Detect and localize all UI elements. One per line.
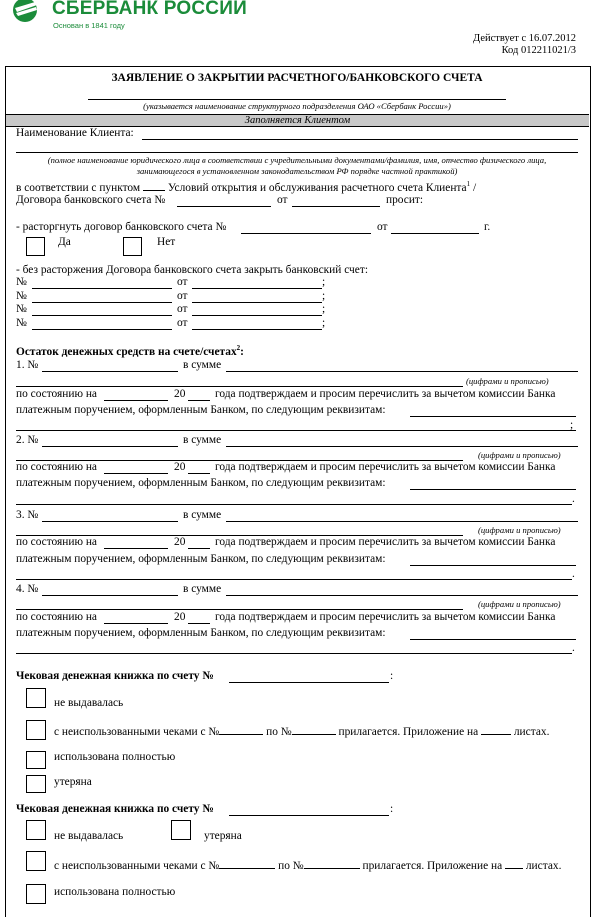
chequebook-account-field-2[interactable]	[229, 815, 389, 816]
basis-line	[16, 180, 476, 194]
account-num-sign: №	[16, 317, 27, 329]
unused-to: по №	[278, 860, 304, 872]
balance-end-mark: .	[572, 568, 575, 580]
basis-suffix: Условий открытия и обслуживания расчетного счета Клиента	[167, 181, 467, 194]
balance-in-amount: в сумме	[183, 359, 222, 371]
terminate-number-field[interactable]	[241, 233, 371, 234]
balance-as-of: по состоянию на	[16, 461, 97, 473]
client-name-field[interactable]	[142, 139, 578, 140]
division-note: (указывается наименование структурного подразделения ОАО «Сбербанк России»)	[143, 101, 451, 111]
balance-account-field[interactable]	[42, 446, 178, 447]
sheets-field[interactable]	[481, 734, 511, 735]
terminate-label: - расторгнуть договор банковского счета №	[16, 221, 227, 233]
unused-to-field[interactable]	[304, 868, 360, 869]
contract-date-field[interactable]	[292, 206, 380, 207]
account-semicolon: ;	[322, 317, 326, 329]
bank-founded: Основан в 1841 году	[53, 21, 125, 30]
yes-checkbox[interactable]	[26, 237, 45, 256]
contract-from: от	[277, 194, 288, 206]
balance-details-field-2[interactable]	[16, 653, 572, 654]
balance-details-field[interactable]	[410, 489, 576, 490]
chequebook-colon-2: :	[390, 803, 394, 815]
unused-to: по №	[266, 726, 292, 738]
fully-used-checkbox-1[interactable]	[26, 751, 46, 769]
basis-slash: /	[472, 181, 477, 194]
form-title: ЗАЯВЛЕНИЕ О ЗАКРЫТИИ РАСЧЕТНОГО/БАНКОВСКОГО СЧЕТА	[111, 72, 483, 84]
balance-year-prefix: 20	[174, 461, 186, 473]
lost-label-2: утеряна	[204, 830, 242, 842]
unused-cheques-checkbox-2[interactable]	[26, 851, 46, 871]
client-note-1: (полное наименование юридического лица в соответствии с учредительными документами/фамилия, имя, отчество физического лица,	[47, 155, 547, 165]
account-date-field[interactable]	[192, 302, 322, 303]
no-label: Нет	[157, 236, 176, 248]
client-note-2: занимающегося в установленном законодательством РФ порядке частной практикой)	[136, 166, 458, 176]
account-number-field[interactable]	[32, 302, 172, 303]
account-date-field[interactable]	[192, 329, 322, 330]
client-name-field-2[interactable]	[16, 152, 578, 153]
fully-used-label-1: использована полностью	[54, 751, 176, 763]
account-number-field[interactable]	[32, 315, 172, 316]
balance-year-prefix: 20	[174, 611, 186, 623]
balance-payment-text: платежным поручением, оформленным Банком, по следующим реквизитам:	[16, 477, 386, 489]
client-name-label: Наименование Клиента:	[16, 127, 134, 139]
unused-cheques-checkbox-1[interactable]	[26, 720, 46, 740]
balance-amount-note: (цифрами и прописью)	[466, 376, 549, 386]
balance-payment-text: платежным поручением, оформленным Банком, по следующим реквизитам:	[16, 553, 386, 565]
account-from: от	[177, 317, 188, 329]
balance-amount-note: (цифрами и прописью)	[478, 599, 561, 609]
lost-checkbox-2[interactable]	[171, 820, 191, 840]
balance-heading-text: Остаток денежных средств на счете/счетах	[16, 345, 237, 358]
balance-end-mark: .	[572, 642, 575, 654]
balance-as-of: по состоянию на	[16, 536, 97, 548]
bank-name: СБЕРБАНК РОССИИ	[52, 0, 247, 19]
unused-prefix: с неиспользованными чеками с №	[54, 860, 220, 872]
balance-details-field[interactable]	[410, 416, 576, 417]
account-from: от	[177, 290, 188, 302]
attached: прилагается. Приложение на	[338, 726, 479, 738]
balance-year-field[interactable]	[188, 623, 210, 624]
sheets: листах.	[525, 860, 562, 872]
balance-as-of: по состоянию на	[16, 611, 97, 623]
clause-field[interactable]	[143, 190, 165, 191]
not-issued-checkbox-2[interactable]	[26, 820, 46, 840]
balance-as-of: по состоянию на	[16, 388, 97, 400]
attached: прилагается. Приложение на	[362, 860, 503, 872]
chequebook-account-field-1[interactable]	[229, 682, 389, 683]
balance-account-field[interactable]	[42, 371, 178, 372]
not-issued-label-1: не выдавалась	[54, 697, 124, 709]
balance-heading-colon: :	[240, 345, 244, 358]
balance-amount-field-2[interactable]	[16, 386, 463, 387]
chequebook-colon-1: :	[390, 670, 394, 682]
balance-confirm-text: года подтверждаем и просим перечислить за вычетом комиссии Банка	[215, 461, 556, 473]
account-semicolon: ;	[322, 276, 326, 288]
basis-prefix: в соответствии с пунктом	[16, 181, 141, 194]
balance-amount-field[interactable]	[226, 371, 578, 372]
footnote-2: 2	[236, 344, 241, 352]
balance-year-field[interactable]	[188, 548, 210, 549]
balance-details-field-2[interactable]	[16, 504, 572, 505]
balance-confirm-text: года подтверждаем и просим перечислить за вычетом комиссии Банка	[215, 611, 556, 623]
account-from: от	[177, 303, 188, 315]
unused-prefix: с неиспользованными чеками с №	[54, 726, 220, 738]
terminate-from: от	[377, 221, 388, 233]
account-number-field[interactable]	[32, 329, 172, 330]
sberbank-logo	[10, 0, 250, 34]
section-band	[6, 114, 589, 127]
balance-in-amount: в сумме	[183, 509, 222, 521]
not-issued-checkbox-1[interactable]	[26, 688, 46, 708]
balance-payment-text: платежным поручением, оформленным Банком, по следующим реквизитам:	[16, 627, 386, 639]
close-without-label: - без расторжения Договора банковского счета закрыть банковский счет:	[16, 264, 368, 276]
terminate-year: г.	[484, 221, 491, 233]
effective-date: Действует с 16.07.2012	[473, 33, 576, 44]
unused-cheques-line-2	[54, 860, 561, 872]
unused-from-field[interactable]	[219, 734, 263, 735]
balance-details-field-2[interactable]	[16, 430, 576, 431]
sheets: листах.	[513, 726, 550, 738]
account-number-field[interactable]	[32, 288, 172, 289]
account-num-sign: №	[16, 303, 27, 315]
balance-amount-note: (цифрами и прописью)	[478, 450, 561, 460]
section-band-label: Заполняется Клиентом	[244, 115, 351, 126]
fully-used-label-2: использована полностью	[54, 886, 176, 898]
balance-end-mark: .	[572, 493, 575, 505]
balance-payment-text: платежным поручением, оформленным Банком, по следующим реквизитам:	[16, 404, 386, 416]
account-semicolon: ;	[322, 303, 326, 315]
balance-in-amount: в сумме	[183, 583, 222, 595]
unused-cheques-line-1	[54, 726, 549, 738]
balance-amount-field-2[interactable]	[16, 609, 463, 610]
unused-to-field[interactable]	[292, 734, 336, 735]
contract-label: Договора банковского счета №	[16, 194, 166, 206]
fully-used-checkbox-2[interactable]	[26, 884, 46, 904]
balance-in-amount: в сумме	[183, 434, 222, 446]
balance-date-field[interactable]	[104, 623, 168, 624]
sheets-field[interactable]	[505, 868, 523, 869]
balance-year-prefix: 20	[174, 388, 186, 400]
balance-number-label: 3. №	[16, 509, 39, 521]
balance-date-field[interactable]	[104, 548, 168, 549]
not-issued-label-2: не выдавалась	[54, 830, 124, 842]
balance-confirm-text: года подтверждаем и просим перечислить за вычетом комиссии Банка	[215, 388, 556, 400]
balance-end-mark: ;	[570, 419, 574, 431]
balance-date-field[interactable]	[104, 400, 168, 401]
account-from: от	[177, 276, 188, 288]
unused-from-field[interactable]	[219, 868, 275, 869]
yes-label: Да	[58, 236, 71, 248]
form-code: Код 012211021/3	[501, 45, 576, 56]
account-semicolon: ;	[322, 290, 326, 302]
contract-number-field[interactable]	[177, 206, 271, 207]
sberbank-logo-icon	[10, 0, 44, 24]
account-num-sign: №	[16, 290, 27, 302]
balance-number-label: 4. №	[16, 583, 39, 595]
balance-year-prefix: 20	[174, 536, 186, 548]
balance-date-field[interactable]	[104, 473, 168, 474]
balance-amount-field[interactable]	[226, 521, 578, 522]
terminate-date-field[interactable]	[391, 233, 479, 234]
balance-details-field[interactable]	[410, 565, 576, 566]
balance-account-field[interactable]	[42, 521, 178, 522]
balance-amount-field[interactable]	[226, 446, 578, 447]
balance-heading	[16, 344, 244, 358]
no-checkbox[interactable]	[123, 237, 142, 256]
balance-details-field[interactable]	[410, 639, 576, 640]
balance-amount-field[interactable]	[226, 595, 578, 596]
division-field[interactable]	[88, 99, 506, 100]
footnote-1: 1	[466, 180, 471, 188]
balance-number-label: 1. №	[16, 359, 39, 371]
lost-label-1: утеряна	[54, 776, 92, 788]
balance-details-field-2[interactable]	[16, 579, 572, 580]
balance-amount-note: (цифрами и прописью)	[478, 525, 561, 535]
account-num-sign: №	[16, 276, 27, 288]
balance-confirm-text: года подтверждаем и просим перечислить за вычетом комиссии Банка	[215, 536, 556, 548]
chequebook-heading-1: Чековая денежная книжка по счету №	[16, 670, 214, 682]
balance-account-field[interactable]	[42, 595, 178, 596]
chequebook-heading-2: Чековая денежная книжка по счету №	[16, 803, 214, 815]
account-date-field[interactable]	[192, 288, 322, 289]
balance-year-field[interactable]	[188, 400, 210, 401]
asks-label: просит:	[386, 194, 424, 206]
balance-number-label: 2. №	[16, 434, 39, 446]
balance-year-field[interactable]	[188, 473, 210, 474]
account-date-field[interactable]	[192, 315, 322, 316]
lost-checkbox-1[interactable]	[26, 775, 46, 793]
